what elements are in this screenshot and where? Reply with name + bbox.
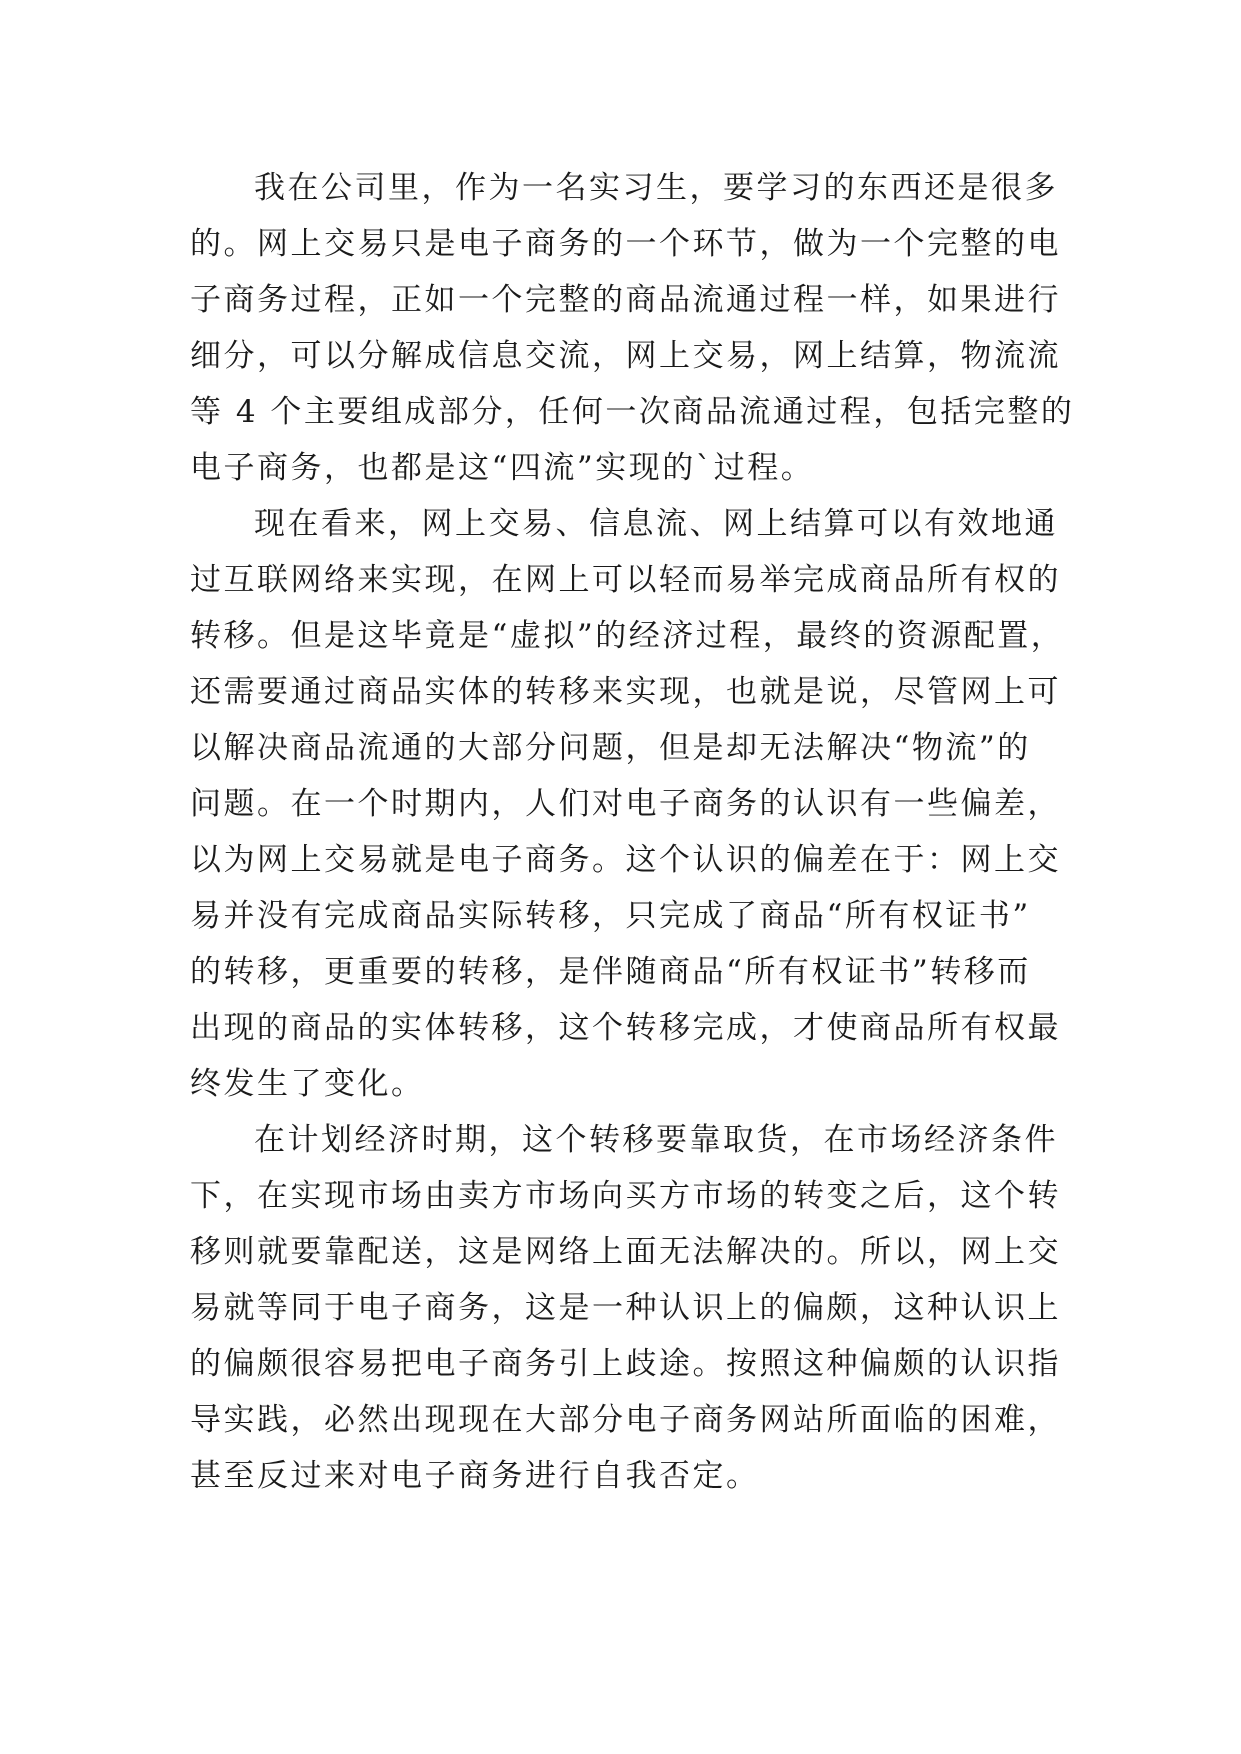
text-line: 出现的商品的实体转移，这个转移完成，才使商品所有权最	[190, 1010, 1061, 1046]
text-line: 我在公司里，作为一名实习生，要学习的东西还是很多	[254, 170, 1058, 206]
paragraph-3	[190, 1112, 1061, 1504]
text-line: 细分，可以分解成信息交流，网上交易，网上结算，物流流	[190, 338, 1061, 374]
text-line: 过互联网络来实现，在网上可以轻而易举完成商品所有权的	[190, 562, 1061, 598]
text-line: 现在看来，网上交易、信息流、网上结算可以有效地通	[254, 506, 1058, 542]
paragraph-1	[190, 160, 1075, 496]
text-line: 的转移，更重要的转移，是伴随商品“所有权证书”转移而	[190, 954, 1031, 990]
text-line: 子商务过程，正如一个完整的商品流通过程一样，如果进行	[190, 282, 1061, 318]
text-line: 以解决商品流通的大部分问题，但是却无法解决“物流”的	[190, 730, 1031, 766]
text-line: 以为网上交易就是电子商务。这个认识的偏差在于：网上交	[190, 842, 1061, 878]
text-line: 移则就要靠配送，这是网络上面无法解决的。所以，网上交	[190, 1234, 1061, 1270]
text-line: 等 4 个主要组成部分，任何一次商品流通过程，包括完整的	[190, 394, 1075, 430]
text-line: 导实践，必然出现现在大部分电子商务网站所面临的困难，	[190, 1402, 1061, 1438]
text-line: 的偏颇很容易把电子商务引上歧途。按照这种偏颇的认识指	[190, 1346, 1061, 1382]
text-line: 的。网上交易只是电子商务的一个环节，做为一个完整的电	[190, 226, 1061, 262]
text-line: 还需要通过商品实体的转移来实现，也就是说，尽管网上可	[190, 674, 1061, 710]
text-line: 问题。在一个时期内，人们对电子商务的认识有一些偏差，	[190, 786, 1061, 822]
paragraph-2	[190, 496, 1065, 1112]
text-line: 终发生了变化。	[190, 1066, 425, 1102]
text-line: 易并没有完成商品实际转移，只完成了商品“所有权证书”	[190, 898, 1031, 934]
text-line: 下，在实现市场由卖方市场向买方市场的转变之后，这个转	[190, 1178, 1061, 1214]
text-line: 转移。但是这毕竟是“虚拟”的经济过程，最终的资源配置，	[190, 618, 1065, 654]
text-line: 易就等同于电子商务，这是一种认识上的偏颇，这种认识上	[190, 1290, 1061, 1326]
body-text	[190, 160, 1075, 1504]
text-line: 在计划经济时期，这个转移要靠取货，在市场经济条件	[254, 1122, 1058, 1158]
text-line: 电子商务，也都是这“四流”实现的`过程。	[190, 450, 815, 486]
text-line: 甚至反过来对电子商务进行自我否定。	[190, 1458, 760, 1494]
